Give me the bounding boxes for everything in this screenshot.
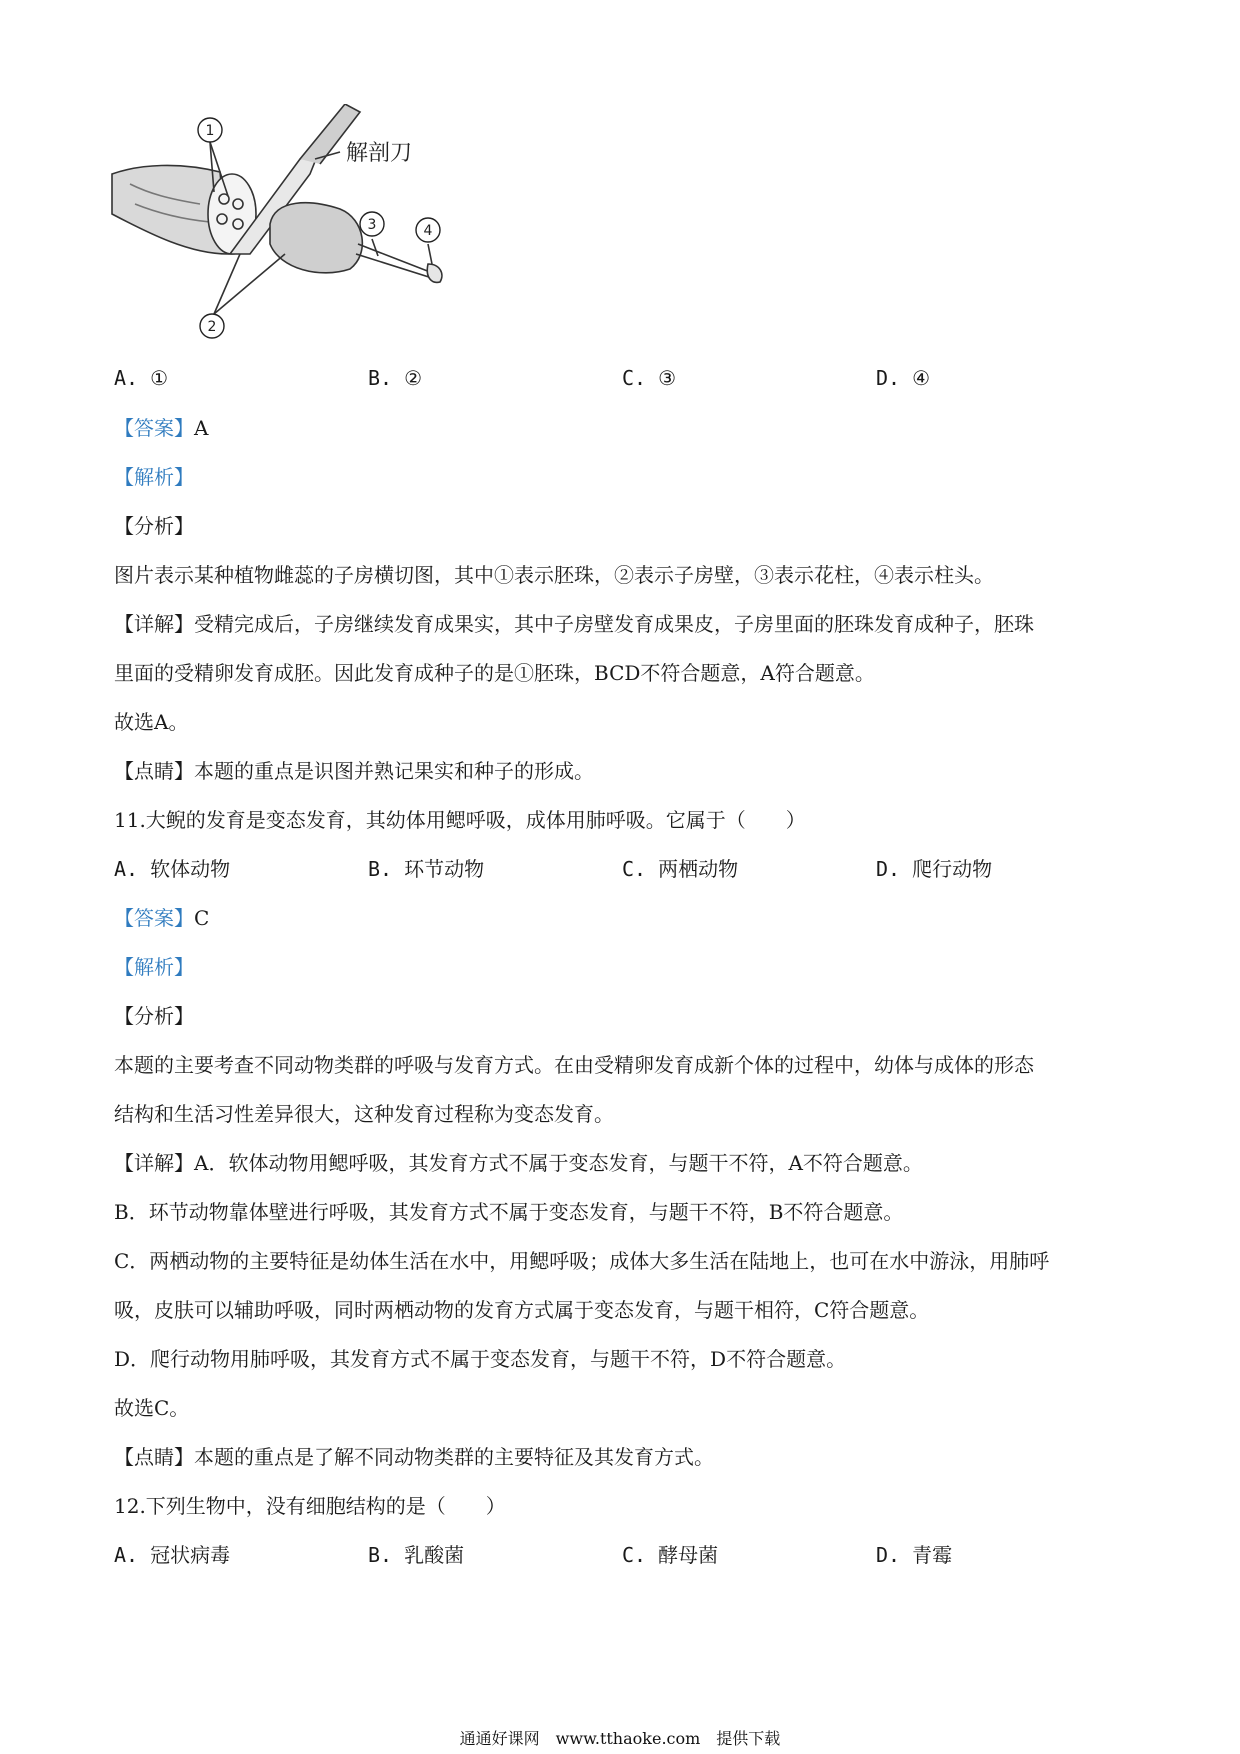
marker-1: 1	[205, 123, 215, 139]
q11-option-c: C. 两栖动物	[622, 857, 739, 881]
q11-dianjing	[114, 1443, 714, 1471]
q12-option-c: C. 酵母菌	[622, 1543, 719, 1567]
q11-detail-c2: 吸，皮肤可以辅助呼吸，同时两栖动物的发育方式属于变态发育，与题干相符，C符合题意。	[114, 1298, 930, 1322]
detail-tag: 【详解】	[114, 1151, 194, 1175]
q11-option-d: D. 爬行动物	[876, 857, 993, 881]
q11-option-a: A. 软体动物	[114, 857, 231, 881]
q11-answer	[114, 904, 209, 932]
dianjing-text: 本题的重点是了解不同动物类群的主要特征及其发育方式。	[194, 1445, 714, 1469]
detail-text: A．软体动物用鳃呼吸，其发育方式不属于变态发育，与题干不符，A不符合题意。	[194, 1151, 923, 1175]
detail-tag: 【详解】	[114, 612, 194, 636]
q11-fenxi-line2: 结构和生活习性差异很大，这种发育过程称为变态发育。	[114, 1102, 614, 1126]
q11-option-b: B. 环节动物	[368, 857, 485, 881]
answer-tag: 【答案】	[114, 906, 194, 930]
dianjing-tag: 【点睛】	[114, 759, 194, 783]
answer-value: C	[194, 906, 210, 930]
q11-detail-d: D．爬行动物用肺呼吸，其发育方式不属于变态发育，与题干不符，D不符合题意。	[114, 1347, 847, 1371]
q11-fenxi-tag: 【分析】	[114, 1004, 194, 1028]
marker-2: 2	[207, 319, 217, 335]
q10-option-d: D. ④	[876, 366, 931, 390]
q10-option-c: C. ③	[622, 366, 677, 390]
marker-3: 3	[367, 217, 377, 233]
q11-fenxi-line1: 本题的主要考查不同动物类群的呼吸与发育方式。在由受精卵发育成新个体的过程中，幼体与成体的形态	[114, 1053, 1034, 1077]
q12-option-b: B. 乳酸菌	[368, 1543, 465, 1567]
q11-question: 11.大鲵的发育是变态发育，其幼体用鳃呼吸，成体用肺呼吸。它属于（ ）	[114, 808, 806, 832]
answer-value: A	[194, 416, 209, 440]
ovary-dissection-figure	[110, 104, 500, 344]
q11-detail-c1: C．两栖动物的主要特征是幼体生活在水中，用鳃呼吸；成体大多生活在陆地上，也可在水中游泳，用肺呼	[114, 1249, 1050, 1273]
dianjing-text: 本题的重点是识图并熟记果实和种子的形成。	[194, 759, 594, 783]
page-footer: 通通好课网 www.tthaoke.com 提供下载	[459, 1729, 781, 1748]
q11-detail-b: B．环节动物靠体壁进行呼吸，其发育方式不属于变态发育，与题干不符，B不符合题意。	[114, 1200, 904, 1224]
q10-option-a: A. ①	[114, 366, 169, 390]
q11-jiexi-tag: 【解析】	[114, 955, 194, 979]
detail-text: 受精完成后，子房继续发育成果实，其中子房壁发育成果皮，子房里面的胚珠发育成种子，胚珠	[194, 612, 1034, 636]
q12-question: 12.下列生物中，没有细胞结构的是（ ）	[114, 1494, 506, 1518]
q11-choose: 故选C。	[114, 1396, 190, 1420]
q10-detail-line1	[114, 610, 1034, 638]
answer-tag: 【答案】	[114, 416, 194, 440]
q10-choose: 故选A。	[114, 710, 189, 734]
dianjing-tag: 【点睛】	[114, 1445, 194, 1469]
q10-option-b: B. ②	[368, 366, 423, 390]
marker-4: 4	[423, 223, 433, 239]
q10-jiexi-tag: 【解析】	[114, 465, 194, 489]
q10-fenxi-tag: 【分析】	[114, 514, 194, 538]
q10-dianjing	[114, 757, 594, 785]
q12-option-d: D. 青霉	[876, 1543, 953, 1567]
q12-option-a: A. 冠状病毒	[114, 1543, 231, 1567]
q10-detail-line2: 里面的受精卵发育成胚。因此发育成种子的是①胚珠，BCD不符合题意，A符合题意。	[114, 661, 875, 685]
q11-detail-a	[114, 1149, 923, 1177]
q10-answer	[114, 414, 208, 442]
scalpel-label: 解剖刀	[346, 141, 413, 166]
q10-fenxi-text: 图片表示某种植物雌蕊的子房横切图，其中①表示胚珠，②表示子房壁，③表示花柱，④表示柱头。	[114, 563, 994, 587]
